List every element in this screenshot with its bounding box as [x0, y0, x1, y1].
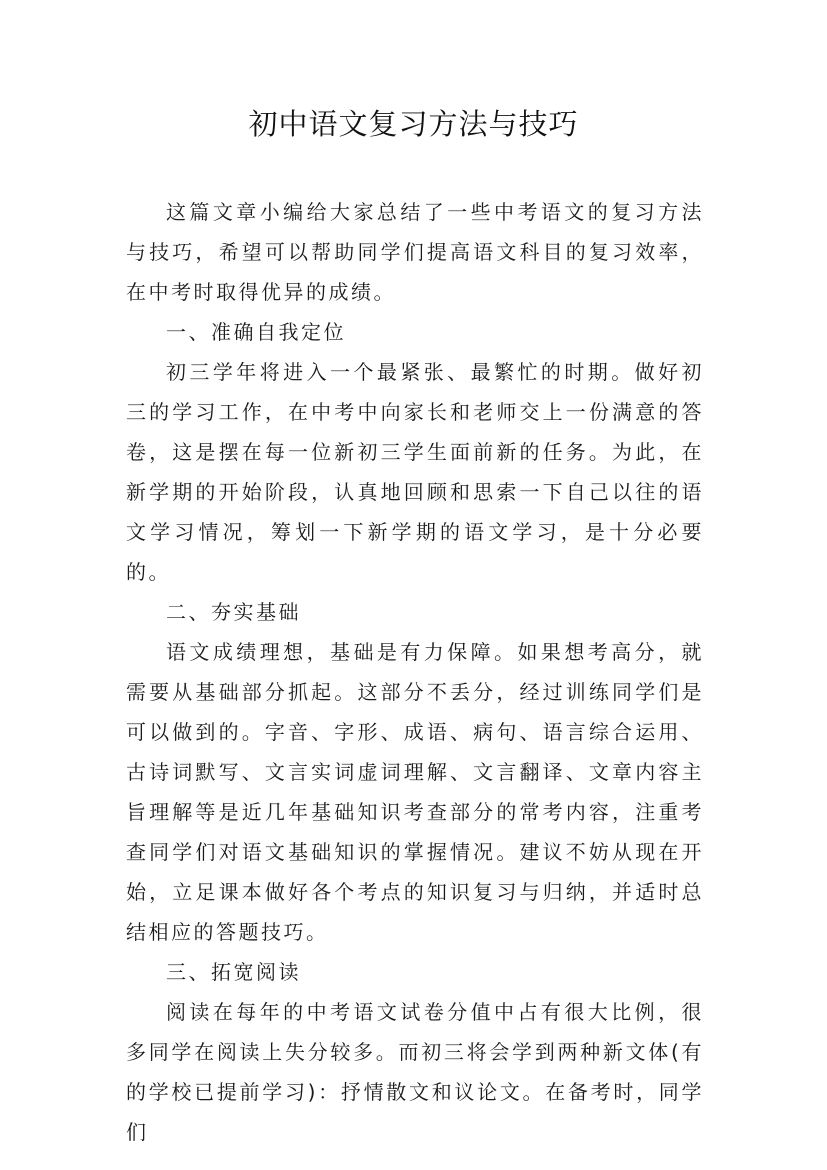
- document-body: [126, 192, 704, 1152]
- section-paragraph-2: 语文成绩理想，基础是有力保障。如果想考高分，就需要从基础部分抓起。这部分不丢分，经过训练同学们是可以做到的。字音、字形、成语、病句、语言综合运用、古诗词默写、文言实词虚词理解、文言翻译、文章内容主旨理解等是近几年基础知识考查部分的常考内容，注重考查同学们对语文基础知识的掌握情况。建议不妨从现在开始，立足课本做好各个考点的知识复习与归纳，并适时总结相应的答题技巧。: [126, 640, 704, 944]
- section-heading-1: 一、准确自我定位: [166, 320, 346, 344]
- section-paragraph-3: 阅读在每年的中考语文试卷分值中占有很大比例，很多同学在阅读上失分较多。而初三将会学到两种新文体(有的学校已提前学习)：抒情散文和议论文。在备考时，同学们: [126, 1000, 704, 1144]
- section-heading-3: 三、拓宽阅读: [166, 960, 301, 984]
- intro-paragraph: 这篇文章小编给大家总结了一些中考语文的复习方法与技巧，希望可以帮助同学们提高语文科目的复习效率，在中考时取得优异的成绩。: [126, 200, 704, 304]
- section-paragraph-1: 初三学年将进入一个最紧张、最繁忙的时期。做好初三的学习工作，在中考中向家长和老师交上一份满意的答卷，这是摆在每一位新初三学生面前新的任务。为此，在新学期的开始阶段，认真地回顾和思索一下自己以往的语文学习情况，筹划一下新学期的语文学习，是十分必要的。: [126, 360, 704, 584]
- document-title: 初中语文复习方法与技巧: [248, 107, 579, 141]
- section-heading-2: 二、夯实基础: [166, 600, 301, 624]
